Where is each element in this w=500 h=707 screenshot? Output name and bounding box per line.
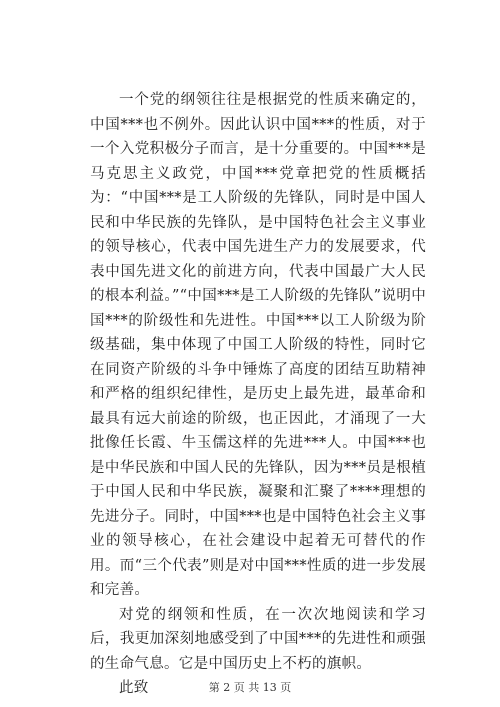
paragraph-party-nature: 一个党的纲领往往是根据党的性质来确定的，中国***也不例外。因此认识中国***的性质，对于一个入党积极分子而言，是十分重要的。中国***是马克思主义政党，中国***党章把党的性质概括为：“中国***是工人阶级的先锋队，同时是中国人民和中华民族的先锋队，是中国特色社会主义事业的领导核心，代表中国先进生产力的发展要求，代表中国先进文化的前进方向，代表中国最广大人民的根本利益。”“中国***是工人阶级的先锋队”说明中国***的阶级性和先进性。中国***以工人阶级为阶级基础，集中体现了中国工人阶级的特性，同时它在同资产阶级的斗争中锤炼了高度的团结互助精神和严格的组织纪律性，是历史上最先进，最革命和最具有远大前途的阶级，也正因此，才涌现了一大批像任长霞、牛玉儒这样的先进***人。中国***也是中华民族和中国人民的先锋队，因为***员是根植于中国人民和中华民族，凝聚和汇聚了****理想的先进分子。同时，中国***也是中国特色社会主义事业的领导核心，在社会建设中起着无可替代的作用。而“三个代表”则是对中国***性质的进一步发展和完善。 (90, 92, 426, 598)
paragraph-reflection: 对党的纲领和性质，在一次次地阅读和学习后，我更加深刻地感受到了中国***的先进性和顽强的生命气息。它是中国历史上不朽的旗帜。 (90, 606, 426, 672)
page-footer: 第 2 页 共 13 页 (208, 681, 292, 694)
closing-salutation: 此致 (119, 680, 149, 696)
document-body (90, 88, 426, 701)
